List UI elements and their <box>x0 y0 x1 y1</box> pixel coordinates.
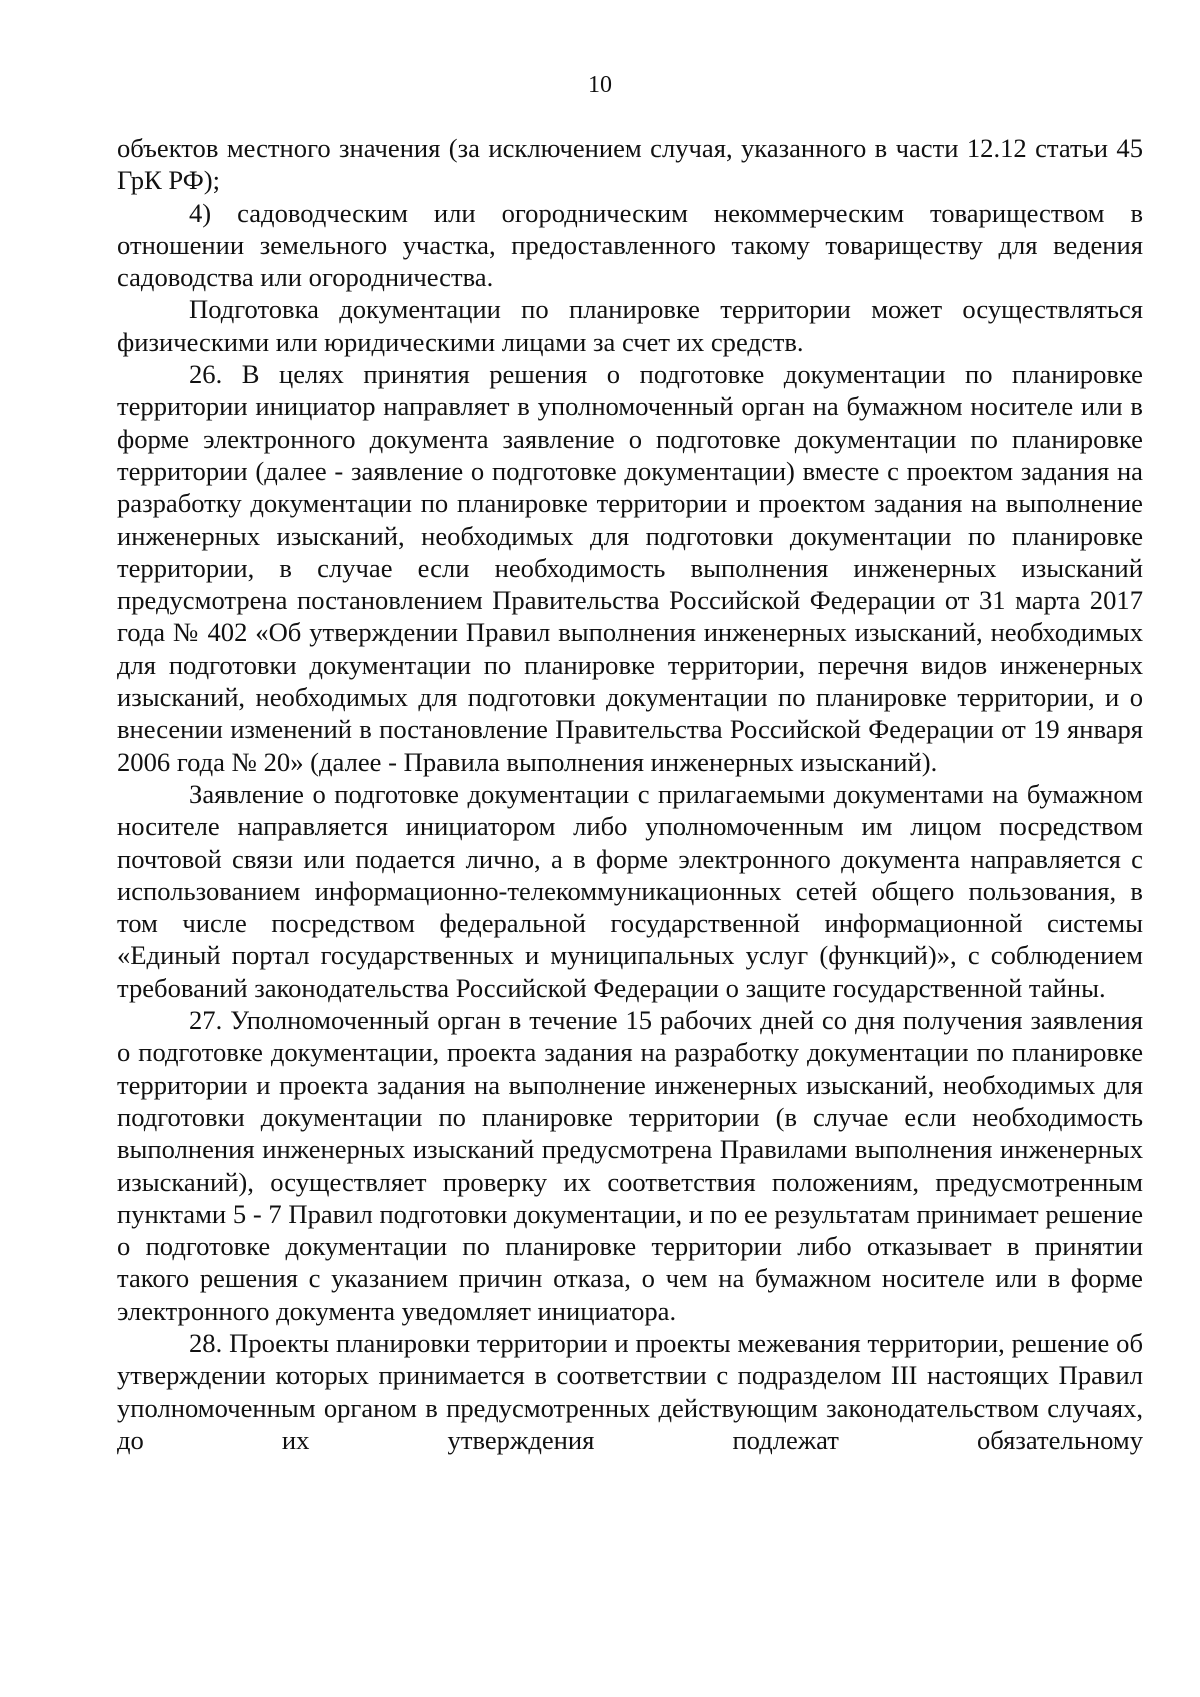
paragraph-application: Заявление о подготовке документации с прилагаемыми документами на бумажном носителе направляется инициатором либо уполномоченным им лицом посредством почтовой связи или подается лично, а в форме электронного документа направляется с использованием информационно-телекоммуникационных сетей общего пользования, в том числе посредством федеральной государственной информационной системы «Единый портал государственных и муниципальных услуг (функций)», с соблюдением требований законодательства Российской Федерации о защите государственной тайны. <box>117 778 1143 1003</box>
paragraph-preparation: Подготовка документации по планировке территории может осуществляться физическими или юридическими лицами за счет их средств. <box>117 294 1143 357</box>
paragraph-continuation: объектов местного значения (за исключением случая, указанного в части 12.12 статьи 45 ГрК РФ); <box>117 133 1143 196</box>
paragraph-clause-28: 28. Проекты планировки территории и проекты межевания территории, решение об утверждении которых принимается в соответствии с подразделом III настоящих Правил уполномоченным органом в предусмотренных действующим законодательством случаях, до их утверждения подлежат обязательному <box>117 1327 1143 1455</box>
paragraph-item-4: 4) садоводческим или огородническим некоммерческим товариществом в отношении земельного участка, предоставленного такому товариществу для ведения садоводства или огородничества. <box>117 197 1143 293</box>
paragraph-clause-26: 26. В целях принятия решения о подготовке документации по планировке территории инициатор направляет в уполномоченный орган на бумажном носителе или в форме электронного документа заявление о подготовке документации по планировке территории (далее - заявление о подготовке документации) вместе с проектом задания на разработку документации по планировке территории и проектом задания на выполнение инженерных изысканий, необходимых для подготовки документации по планировке территории, в случае если необходимость выполнения инженерных изысканий предусмотрена постановлением Правительства Российской Федерации от 31 марта 2017 года № 402 «Об утверждении Правил выполнения инженерных изысканий, необходимых для подготовки документации по планировке территории, перечня видов инженерных изысканий, необходимых для подготовки документации по планировке территории, и о внесении изменений в постановление Правительства Российской Федерации от 19 января 2006 года № 20» (далее - Правила выполнения инженерных изысканий). <box>117 359 1143 777</box>
page-number: 10 <box>588 72 612 98</box>
document-body <box>117 132 1143 1456</box>
paragraph-clause-27: 27. Уполномоченный орган в течение 15 рабочих дней со дня получения заявления о подготовке документации, проекта задания на разработку документации по планировке территории и проекта задания на выполнение инженерных изысканий, необходимых для подготовки документации по планировке территории (в случае если необходимость выполнения инженерных изысканий предусмотрена Правилами выполнения инженерных изысканий), осуществляет проверку их соответствия положениям, предусмотренным пунктами 5 - 7 Правил подготовки документации, и по ее результатам принимает решение о подготовке документации по планировке территории либо отказывает в принятии такого решения с указанием причин отказа, о чем на бумажном носителе или в форме электронного документа уведомляет инициатора. <box>117 1005 1143 1326</box>
